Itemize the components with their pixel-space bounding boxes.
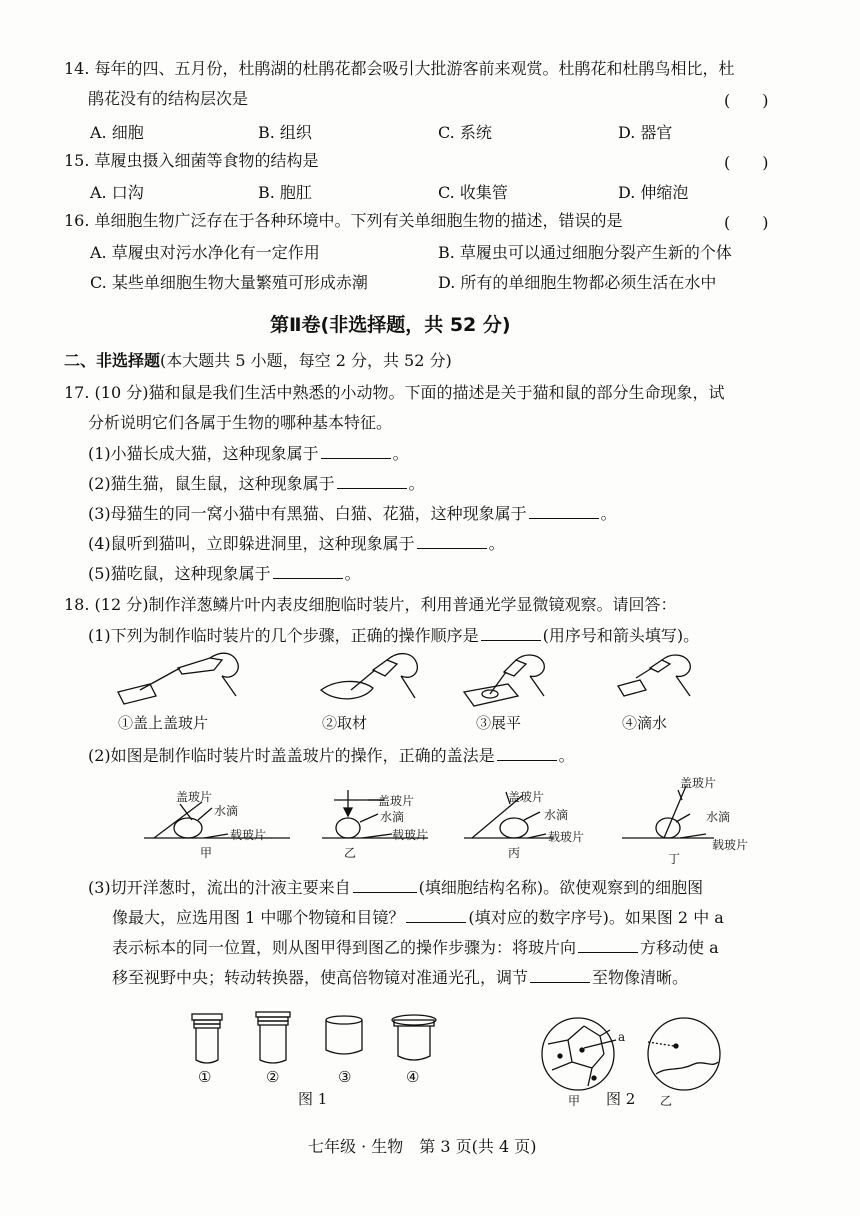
q18-part2 (88, 744, 575, 767)
q18-part3-line4 (112, 966, 688, 989)
q17-item-3-end: 。 (600, 504, 617, 523)
q17-item-4-text: (4)鼠听到猫叫，立即躲进洞里，这种现象属于 (88, 534, 415, 553)
q17-item-2-text: (2)猫生猫，鼠生鼠，这种现象属于 (88, 474, 335, 493)
q14-line2: 鹃花没有的结构层次是 (88, 89, 249, 108)
q17-item-4-end: 。 (488, 534, 505, 553)
q17-item-2 (88, 472, 425, 495)
q18-blank-cover-method[interactable] (497, 744, 557, 761)
figure1-caption: 图 1 (298, 1090, 328, 1108)
q14-option-d: D. 器官 (618, 123, 673, 142)
q17-blank-2[interactable] (337, 472, 407, 489)
q15-option-d: D. 伸缩泡 (618, 183, 689, 202)
lens-label-4: ④ (406, 1068, 420, 1086)
figure1-lenses (188, 1010, 448, 1068)
q18-part1-text: (1)下列为制作临时装片的几个步骤，正确的操作顺序是 (88, 626, 479, 645)
section2-heading-line (64, 350, 452, 372)
q18-part3-line1-suffix: (填细胞结构名称)。欲使观察到的细胞图 (418, 878, 704, 897)
q18-part3-line2-text: 像最大，应选用图 1 中哪个物镜和目镜？ (112, 908, 405, 927)
step1-cover-slip-illustration (110, 650, 250, 712)
q17-line2: 分析说明它们各属于生物的哪种基本特征。 (88, 413, 393, 432)
q17-item-5 (88, 562, 361, 585)
bing-label: 丙 (508, 846, 521, 860)
q18-part3-line3 (112, 936, 719, 959)
yi-label: 乙 (344, 846, 357, 860)
q18-part2-suffix: 。 (558, 746, 575, 765)
section2-heading: 二、非选择题 (64, 351, 161, 370)
q18-part3-line4-text: 移至视野中央；转动转换器，使高倍物镜对准通光孔，调节 (112, 968, 529, 987)
step-caption-4: ④滴水 (622, 714, 668, 732)
q18-blank-direction[interactable] (578, 936, 638, 953)
q16-option-b: B. 草履虫可以通过细胞分裂产生新的个体 (438, 243, 732, 262)
q17-item-5-text: (5)猫吃鼠，这种现象属于 (88, 564, 271, 583)
bing-cover-label: 盖玻片 (508, 790, 545, 804)
figure2-jia-label: 甲 (568, 1094, 581, 1108)
jia-label: 甲 (200, 846, 213, 860)
page-footer: 七年级 · 生物 第 3 页(共 4 页) (308, 1137, 537, 1156)
step4-drop-water-illustration (612, 650, 722, 712)
ding-label: 丁 (668, 852, 681, 866)
figure2-microscope-views (538, 1014, 728, 1090)
jia-slide-label: 载玻片 (230, 828, 267, 842)
q17-item-1-end: 。 (392, 444, 409, 463)
ding-water-label: 水滴 (706, 810, 731, 824)
q15-option-b: B. 胞肛 (258, 183, 312, 202)
q18-part1 (88, 624, 699, 647)
q18-part3-line3-text: 表示标本的同一位置，则从图甲得到图乙的操作步骤为：将玻片向 (112, 938, 577, 957)
q16-line1: 16. 单细胞生物广泛存在于各种环境中。下列有关单细胞生物的描述，错误的是 (64, 211, 623, 230)
q18-part3-line1-text: (3)切开洋葱时，流出的汁液主要来自 (88, 878, 351, 897)
lens-label-3: ③ (338, 1068, 352, 1086)
step-caption-1: ①盖上盖玻片 (118, 714, 209, 732)
q18-line1: 18. (12 分)制作洋葱鳞片叶内表皮细胞临时装片，利用普通光学显微镜观察。请回答： (64, 595, 677, 614)
figure2-a-label: a (618, 1030, 626, 1044)
q16-option-a: A. 草履虫对污水净化有一定作用 (90, 243, 320, 262)
yi-cover-label: 盖玻片 (378, 794, 415, 808)
jia-cover-label: 盖玻片 (176, 790, 213, 804)
figure2-yi-label: 乙 (660, 1094, 673, 1108)
q14-option-c: C. 系统 (438, 123, 492, 142)
q18-part2-text: (2)如图是制作临时装片时盖盖玻片的操作，正确的盖法是 (88, 746, 495, 765)
step-caption-2: ②取材 (322, 714, 368, 732)
q17-blank-4[interactable] (417, 532, 487, 549)
q18-part3-line2 (112, 906, 724, 929)
q17-item-5-end: 。 (344, 564, 361, 583)
q16-answer-bracket[interactable]: ( ) (724, 213, 769, 232)
q18-part3-line4-suffix: 至物像清晰。 (592, 968, 689, 987)
jia-water-label: 水滴 (214, 804, 239, 818)
q18-blank-adjust[interactable] (530, 966, 590, 983)
figure2-caption: 图 2 (606, 1090, 636, 1108)
q17-item-2-end: 。 (408, 474, 425, 493)
q17-item-3 (88, 502, 617, 525)
q14-option-a: A. 细胞 (90, 123, 144, 142)
q17-blank-1[interactable] (321, 442, 391, 459)
ding-cover-label: 盖玻片 (680, 776, 717, 790)
lens-label-2: ② (266, 1068, 280, 1086)
q18-blank-cell-structure[interactable] (353, 876, 417, 893)
q15-option-a: A. 口沟 (90, 183, 144, 202)
q18-part1-suffix: (用序号和箭头填写)。 (542, 626, 700, 645)
yi-water-label: 水滴 (380, 810, 405, 824)
bing-water-label: 水滴 (544, 808, 569, 822)
q17-item-4 (88, 532, 505, 555)
q18-part3-line1 (88, 876, 703, 899)
q14-line1: 14. 每年的四、五月份，杜鹃湖的杜鹃花都会吸引大批游客前来观赏。杜鹃花和杜鹃鸟相比，杜 (64, 59, 735, 78)
q15-option-c: C. 收集管 (438, 183, 508, 202)
section2-note: (本大题共 5 小题，每空 2 分，共 52 分) (160, 351, 452, 370)
q17-item-1 (88, 442, 409, 465)
q17-blank-3[interactable] (529, 502, 599, 519)
q15-answer-bracket[interactable]: ( ) (724, 153, 769, 172)
q17-line1: 17. (10 分)猫和鼠是我们生活中熟悉的小动物。下面的描述是关于猫和鼠的部分生命现象，试 (64, 383, 725, 402)
q18-blank-lens-choice[interactable] (406, 906, 466, 923)
q18-blank-order[interactable] (481, 624, 541, 641)
lens-label-1: ① (198, 1068, 212, 1086)
yi-slide-label: 载玻片 (392, 828, 429, 842)
q17-blank-5[interactable] (273, 562, 343, 579)
q18-part3-line2-suffix: (填对应的数字序号)。如果图 2 中 a (468, 908, 724, 927)
q17-item-1-text: (1)小猫长成大猫，这种现象属于 (88, 444, 319, 463)
step3-flatten-illustration (460, 650, 570, 712)
q14-option-b: B. 组织 (258, 123, 312, 142)
bing-slide-label: 载玻片 (548, 830, 585, 844)
q16-option-c: C. 某些单细胞生物大量繁殖可形成赤潮 (90, 273, 368, 292)
q18-part3-line3-suffix: 方移动使 a (640, 938, 719, 957)
step2-take-material-illustration (315, 648, 445, 712)
step-caption-3: ③展平 (476, 714, 522, 732)
part2-title: 第Ⅱ卷(非选择题，共 52 分) (270, 314, 511, 336)
q14-answer-bracket[interactable]: ( ) (724, 91, 769, 110)
q15-line1: 15. 草履虫摄入细菌等食物的结构是 (64, 151, 319, 170)
q17-item-3-text: (3)母猫生的同一窝小猫中有黑猫、白猫、花猫，这种现象属于 (88, 504, 527, 523)
ding-slide-label: 载玻片 (712, 838, 749, 852)
q16-option-d: D. 所有的单细胞生物都必须生活在水中 (438, 273, 717, 292)
